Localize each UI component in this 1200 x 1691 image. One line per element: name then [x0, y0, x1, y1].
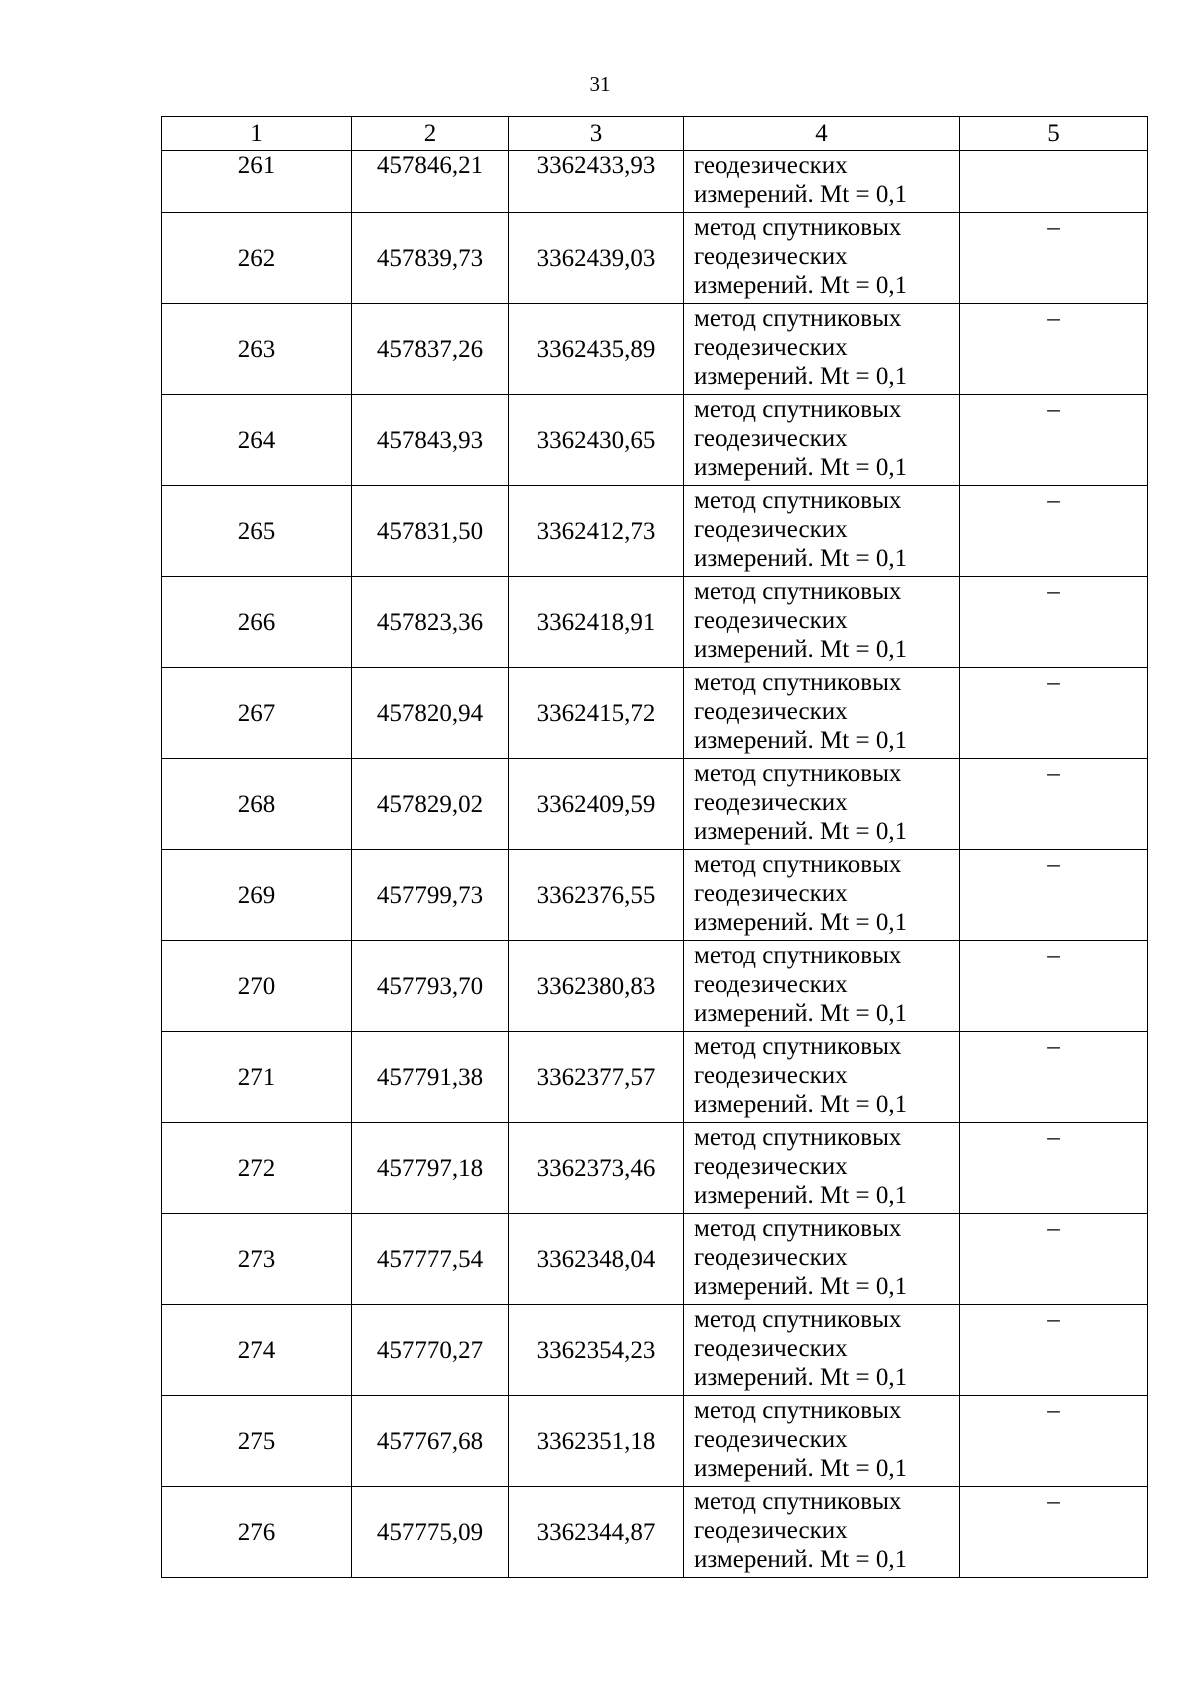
- table-row: [162, 577, 1148, 668]
- x-coordinate: 457820,94: [352, 668, 509, 759]
- note-cell: –: [960, 1032, 1148, 1123]
- note-cell: –: [960, 577, 1148, 668]
- method-cell: [684, 759, 960, 850]
- method-line: метод спутниковых: [694, 760, 902, 787]
- y-coordinate: 3362373,46: [509, 1123, 684, 1214]
- y-coordinate: 3362415,72: [509, 668, 684, 759]
- y-coordinate: 3362354,23: [509, 1305, 684, 1396]
- y-coordinate: 3362433,93: [509, 151, 684, 213]
- method-line: геодезических: [694, 152, 848, 179]
- x-coordinate: 457767,68: [352, 1396, 509, 1487]
- point-number: 266: [162, 577, 352, 668]
- point-number: 263: [162, 304, 352, 395]
- method-line: геодезических: [694, 1153, 848, 1180]
- y-coordinate: 3362376,55: [509, 850, 684, 941]
- x-coordinate: 457823,36: [352, 577, 509, 668]
- point-number: 274: [162, 1305, 352, 1396]
- y-coordinate: 3362418,91: [509, 577, 684, 668]
- method-cell: [684, 1032, 960, 1123]
- method-cell: [684, 1305, 960, 1396]
- note-cell: –: [960, 395, 1148, 486]
- method-cell: [684, 1214, 960, 1305]
- table-row: [162, 668, 1148, 759]
- column-header: 3: [509, 117, 684, 151]
- note-cell: –: [960, 850, 1148, 941]
- method-cell: [684, 577, 960, 668]
- method-cell: [684, 151, 960, 213]
- x-coordinate: 457843,93: [352, 395, 509, 486]
- method-line: измерений. Mt = 0,1: [694, 636, 908, 663]
- method-line: геодезических: [694, 698, 848, 725]
- y-coordinate: 3362351,18: [509, 1396, 684, 1487]
- method-line: метод спутниковых: [694, 487, 902, 514]
- column-header: 2: [352, 117, 509, 151]
- page-number: 31: [589, 72, 611, 96]
- method-line: измерений. Mt = 0,1: [694, 181, 908, 208]
- method-line: метод спутниковых: [694, 1397, 902, 1424]
- table-row: [162, 759, 1148, 850]
- x-coordinate: 457829,02: [352, 759, 509, 850]
- method-line: метод спутниковых: [694, 396, 902, 423]
- point-number: 273: [162, 1214, 352, 1305]
- method-line: метод спутниковых: [694, 1306, 902, 1333]
- method-line: геодезических: [694, 1244, 848, 1271]
- method-line: измерений. Mt = 0,1: [694, 909, 908, 936]
- y-coordinate: 3362348,04: [509, 1214, 684, 1305]
- point-number: 272: [162, 1123, 352, 1214]
- method-line: измерений. Mt = 0,1: [694, 363, 908, 390]
- y-coordinate: 3362377,57: [509, 1032, 684, 1123]
- table-row: [162, 151, 1148, 213]
- method-line: геодезических: [694, 789, 848, 816]
- method-line: измерений. Mt = 0,1: [694, 1091, 908, 1118]
- method-line: геодезических: [694, 880, 848, 907]
- method-line: геодезических: [694, 1426, 848, 1453]
- note-cell: –: [960, 941, 1148, 1032]
- x-coordinate: 457797,18: [352, 1123, 509, 1214]
- method-cell: [684, 395, 960, 486]
- method-line: измерений. Mt = 0,1: [694, 272, 908, 299]
- note-cell: –: [960, 759, 1148, 850]
- method-line: метод спутниковых: [694, 942, 902, 969]
- method-line: измерений. Mt = 0,1: [694, 1546, 908, 1573]
- coordinates-table: [161, 116, 1148, 1578]
- method-cell: [684, 1396, 960, 1487]
- x-coordinate: 457775,09: [352, 1487, 509, 1578]
- table-row: [162, 1214, 1148, 1305]
- method-line: измерений. Mt = 0,1: [694, 454, 908, 481]
- x-coordinate: 457770,27: [352, 1305, 509, 1396]
- method-line: геодезических: [694, 243, 848, 270]
- x-coordinate: 457839,73: [352, 213, 509, 304]
- x-coordinate: 457831,50: [352, 486, 509, 577]
- table-row: [162, 395, 1148, 486]
- point-number: 267: [162, 668, 352, 759]
- x-coordinate: 457846,21: [352, 151, 509, 213]
- method-line: геодезических: [694, 425, 848, 452]
- table-row: [162, 1305, 1148, 1396]
- x-coordinate: 457837,26: [352, 304, 509, 395]
- method-line: метод спутниковых: [694, 305, 902, 332]
- x-coordinate: 457777,54: [352, 1214, 509, 1305]
- table-row: [162, 213, 1148, 304]
- y-coordinate: 3362344,87: [509, 1487, 684, 1578]
- method-line: геодезических: [694, 334, 848, 361]
- method-line: измерений. Mt = 0,1: [694, 1182, 908, 1209]
- method-line: измерений. Mt = 0,1: [694, 1000, 908, 1027]
- table-row: [162, 850, 1148, 941]
- method-line: измерений. Mt = 0,1: [694, 818, 908, 845]
- table-row: [162, 941, 1148, 1032]
- table-row: [162, 304, 1148, 395]
- note-cell: –: [960, 486, 1148, 577]
- point-number: 262: [162, 213, 352, 304]
- table-row: [162, 486, 1148, 577]
- method-line: геодезических: [694, 971, 848, 998]
- note-cell: –: [960, 1487, 1148, 1578]
- method-line: измерений. Mt = 0,1: [694, 727, 908, 754]
- header-row: [162, 117, 1148, 151]
- column-header: 4: [684, 117, 960, 151]
- note-cell: –: [960, 1214, 1148, 1305]
- method-cell: [684, 1123, 960, 1214]
- method-line: метод спутниковых: [694, 578, 902, 605]
- method-cell: [684, 668, 960, 759]
- note-cell: –: [960, 1123, 1148, 1214]
- note-cell: –: [960, 668, 1148, 759]
- method-line: геодезических: [694, 1517, 848, 1544]
- method-line: геодезических: [694, 1062, 848, 1089]
- y-coordinate: 3362439,03: [509, 213, 684, 304]
- column-header: 5: [960, 117, 1148, 151]
- point-number: 275: [162, 1396, 352, 1487]
- point-number: 276: [162, 1487, 352, 1578]
- table-row: [162, 1032, 1148, 1123]
- method-line: измерений. Mt = 0,1: [694, 1364, 908, 1391]
- method-line: метод спутниковых: [694, 1488, 902, 1515]
- method-line: измерений. Mt = 0,1: [694, 1455, 908, 1482]
- method-cell: [684, 1487, 960, 1578]
- method-line: геодезических: [694, 607, 848, 634]
- method-line: метод спутниковых: [694, 1033, 902, 1060]
- method-line: измерений. Mt = 0,1: [694, 1273, 908, 1300]
- point-number: 264: [162, 395, 352, 486]
- y-coordinate: 3362430,65: [509, 395, 684, 486]
- method-line: метод спутниковых: [694, 214, 902, 241]
- method-line: измерений. Mt = 0,1: [694, 545, 908, 572]
- x-coordinate: 457793,70: [352, 941, 509, 1032]
- table-row: [162, 1123, 1148, 1214]
- method-cell: [684, 304, 960, 395]
- column-header: 1: [162, 117, 352, 151]
- method-line: геодезических: [694, 516, 848, 543]
- note-cell: –: [960, 213, 1148, 304]
- method-line: геодезических: [694, 1335, 848, 1362]
- note-cell: –: [960, 304, 1148, 395]
- point-number: 269: [162, 850, 352, 941]
- method-cell: [684, 850, 960, 941]
- method-cell: [684, 213, 960, 304]
- method-line: метод спутниковых: [694, 851, 902, 878]
- note-cell: [960, 151, 1148, 213]
- note-cell: –: [960, 1396, 1148, 1487]
- y-coordinate: 3362409,59: [509, 759, 684, 850]
- method-cell: [684, 941, 960, 1032]
- point-number: 270: [162, 941, 352, 1032]
- x-coordinate: 457799,73: [352, 850, 509, 941]
- point-number: 271: [162, 1032, 352, 1123]
- method-line: метод спутниковых: [694, 669, 902, 696]
- point-number: 268: [162, 759, 352, 850]
- y-coordinate: 3362380,83: [509, 941, 684, 1032]
- point-number: 265: [162, 486, 352, 577]
- x-coordinate: 457791,38: [352, 1032, 509, 1123]
- method-cell: [684, 486, 960, 577]
- table-row: [162, 1396, 1148, 1487]
- method-line: метод спутниковых: [694, 1215, 902, 1242]
- note-cell: –: [960, 1305, 1148, 1396]
- table-row: [162, 1487, 1148, 1578]
- y-coordinate: 3362435,89: [509, 304, 684, 395]
- y-coordinate: 3362412,73: [509, 486, 684, 577]
- method-line: метод спутниковых: [694, 1124, 902, 1151]
- point-number: 261: [162, 151, 352, 213]
